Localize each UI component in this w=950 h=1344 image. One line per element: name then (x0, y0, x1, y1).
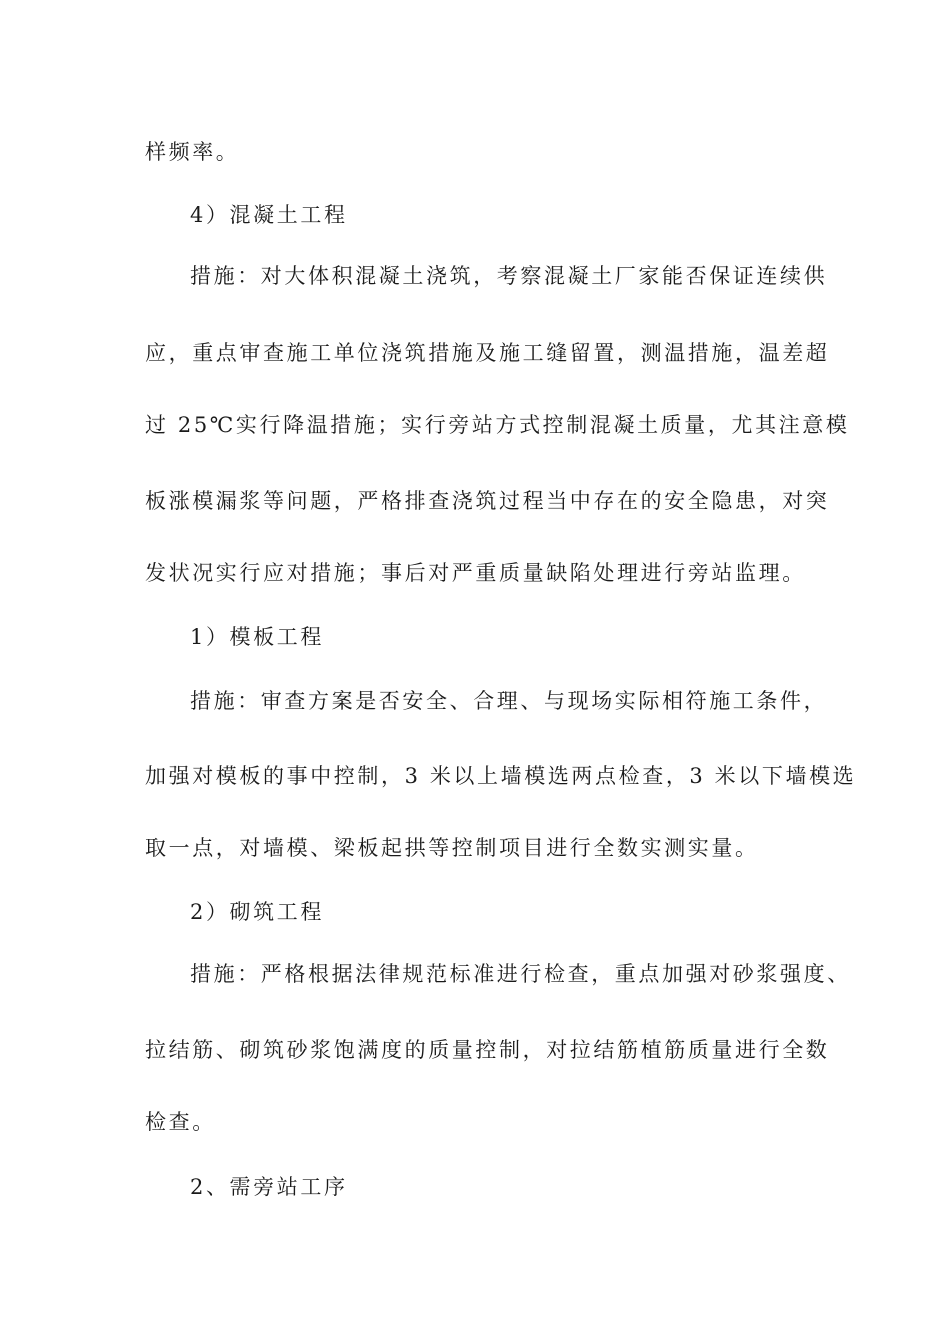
paragraph-line: 取一点，对墙模、梁板起拱等控制项目进行全数实测实量。 (145, 836, 759, 860)
paragraph-line: 样频率。 (145, 140, 240, 164)
paragraph-line: 措施：严格根据法律规范标准进行检查，重点加强对砂浆强度、 (190, 962, 851, 986)
section-heading: 1）模板工程 (190, 625, 324, 649)
paragraph-line: 拉结筋、砌筑砂浆饱满度的质量控制，对拉结筋植筋质量进行全数 (145, 1038, 830, 1062)
section-heading: 2、需旁站工序 (190, 1175, 348, 1199)
paragraph-line: 措施：审查方案是否安全、合理、与现场实际相符施工条件， (190, 689, 828, 713)
paragraph-line: 过 25℃实行降温措施；实行旁站方式控制混凝土质量，尤其注意模 (145, 413, 850, 437)
paragraph-line: 加强对模板的事中控制，3 米以上墙模选两点检查，3 米以下墙模选 (145, 764, 857, 788)
paragraph-line: 检查。 (145, 1110, 216, 1134)
paragraph-line: 应，重点审查施工单位浇筑措施及施工缝留置，测温措施，温差超 (145, 341, 830, 365)
section-heading: 2）砌筑工程 (190, 900, 324, 924)
paragraph-line: 发状况实行应对措施；事后对严重质量缺陷处理进行旁站监理。 (145, 561, 806, 585)
paragraph-line: 板涨模漏浆等问题，严格排查浇筑过程当中存在的安全隐患，对突 (145, 489, 830, 513)
paragraph-line: 措施：对大体积混凝土浇筑，考察混凝土厂家能否保证连续供 (190, 264, 828, 288)
section-heading: 4）混凝土工程 (190, 203, 348, 227)
